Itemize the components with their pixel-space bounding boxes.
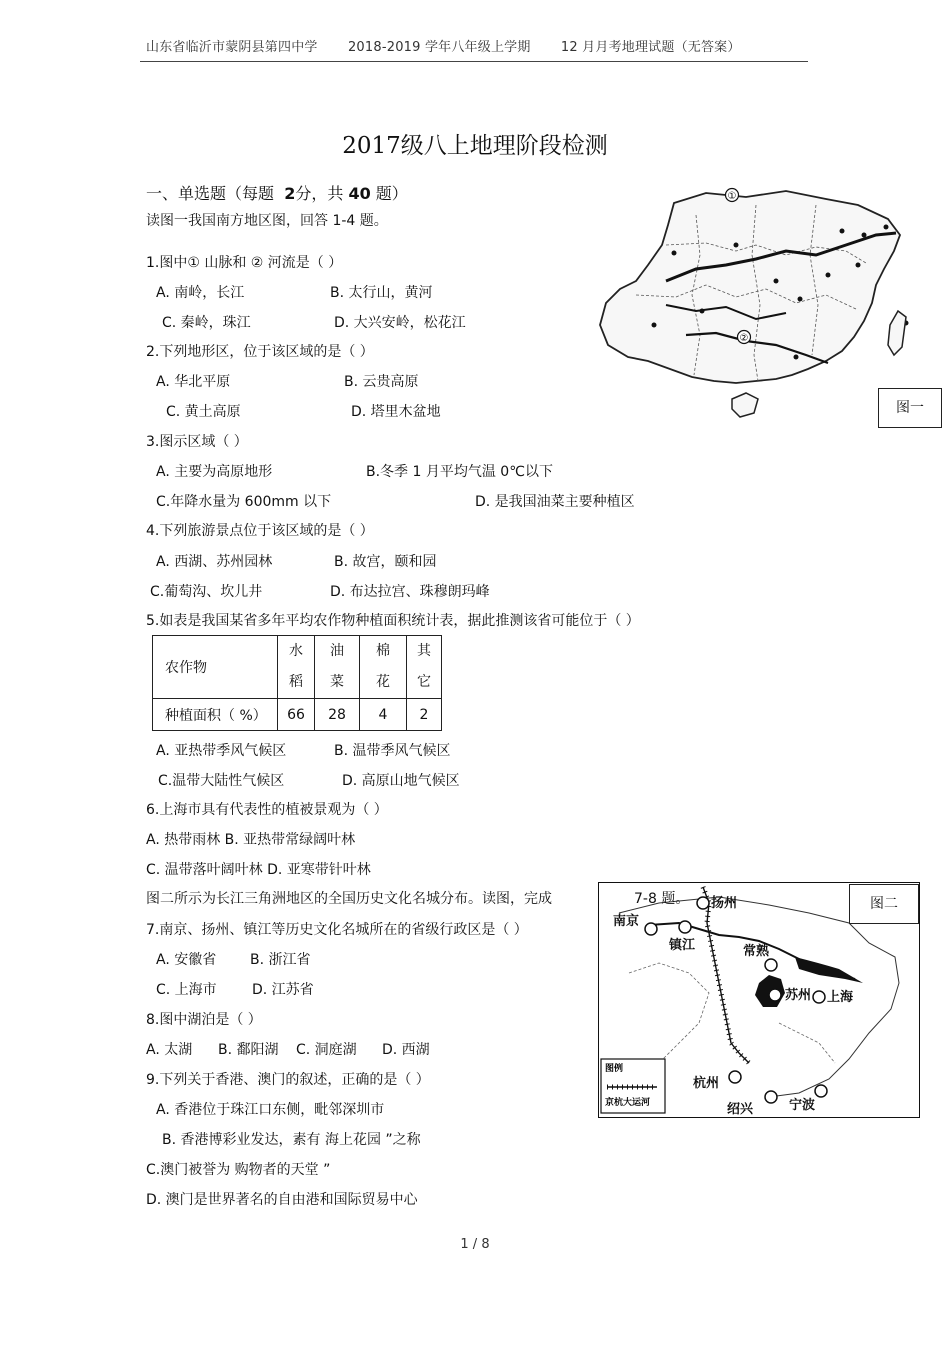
page-title: 2017级八上地理阶段检测 — [342, 133, 608, 159]
table-row1-label: 农作物 — [153, 636, 278, 699]
crop-area-table — [152, 635, 442, 731]
page-number: 1 / 8 — [460, 1237, 490, 1252]
q6-options-ab[interactable]: A. 热带雨林 B. 亚热带常绿阔叶林 — [146, 832, 356, 848]
intro-fig2-tail: 7-8 题。 — [634, 891, 690, 907]
question-9-stem: 9.下列关于香港、澳门的叙述，正确的是（ ） — [146, 1072, 430, 1088]
q3-option-b[interactable]: B.冬季 1 月平均气温 0℃以下 — [366, 464, 553, 480]
section-heading — [146, 181, 408, 204]
q5-option-c[interactable]: C.温带大陆性气候区 — [158, 773, 285, 789]
question-6-stem: 6.上海市具有代表性的植被景观为（ ） — [146, 802, 388, 818]
q9-option-b[interactable]: B. 香港博彩业发达，素有 海上花园 ”之称 — [162, 1132, 421, 1148]
table-value: 66 — [278, 699, 315, 731]
q1-option-a[interactable]: A. 南岭，长江 — [156, 285, 245, 301]
q7-option-c[interactable]: C. 上海市 — [156, 982, 217, 998]
q6-options-cd[interactable]: C. 温带落叶阔叶林 D. 亚寒带针叶林 — [146, 862, 371, 878]
table-crop-cotton: 棉 花 — [360, 636, 407, 699]
header-school: 山东省临沂市蒙阴县第四中学 — [146, 40, 318, 55]
table-crop-rice: 水 稻 — [278, 636, 315, 699]
section-prefix: 一、单选题（每题 — [146, 184, 275, 203]
q4-option-c[interactable]: C.葡萄沟、坎儿井 — [150, 584, 263, 600]
q7-option-d[interactable]: D. 江苏省 — [252, 982, 314, 998]
header-exam: 12 月月考地理试题（无答案） — [560, 40, 741, 55]
southern-china-map — [596, 185, 918, 430]
q3-option-c[interactable]: C.年降水量为 600mm 以下 — [156, 494, 332, 510]
fig2-city-ningbo: 宁波 — [789, 1098, 816, 1113]
fig1-mark-2: ② — [739, 333, 749, 344]
q8-option-d[interactable]: D. 西湖 — [382, 1042, 430, 1058]
q5-option-a[interactable]: A. 亚热带季风气候区 — [156, 743, 287, 759]
q2-option-b[interactable]: B. 云贵高原 — [344, 374, 419, 390]
q9-option-a[interactable]: A. 香港位于珠江口东侧，毗邻深圳市 — [156, 1102, 385, 1118]
q8-option-a[interactable]: A. 太湖 — [146, 1042, 193, 1058]
table-value: 28 — [315, 699, 360, 731]
q2-option-c[interactable]: C. 黄土高原 — [166, 404, 241, 420]
figure-2-label: 图二 — [849, 884, 919, 924]
table-value: 2 — [407, 699, 442, 731]
q4-option-b[interactable]: B. 故宫，颐和园 — [334, 554, 437, 570]
fig2-city-suzhou: 苏州 — [785, 988, 812, 1003]
q4-option-d[interactable]: D. 布达拉宫、珠穆朗玛峰 — [330, 584, 490, 600]
fig2-city-shanghai: 上海 — [827, 990, 854, 1005]
question-2-stem: 2.下列地形区，位于该区域的是（ ） — [146, 344, 374, 360]
header-rule — [140, 61, 808, 62]
fig2-legend-title: 图例 — [605, 1064, 624, 1074]
table-value: 4 — [360, 699, 407, 731]
question-8-stem: 8.图中湖泊是（ ） — [146, 1012, 262, 1028]
q3-option-a[interactable]: A. 主要为高原地形 — [156, 464, 273, 480]
q1-option-d[interactable]: D. 大兴安岭，松花江 — [334, 315, 466, 331]
q7-option-a[interactable]: A. 安徽省 — [156, 952, 217, 968]
intro-fig1: 读图一我国南方地区图，回答 1-4 题。 — [146, 213, 388, 229]
table-row2-label: 种植面积（ %） — [153, 699, 278, 731]
q2-option-d[interactable]: D. 塔里木盆地 — [351, 404, 441, 420]
figure-1-label: 图一 — [878, 388, 942, 428]
q8-option-c[interactable]: C. 洞庭湖 — [296, 1042, 357, 1058]
fig2-city-hangzhou: 杭州 — [693, 1076, 720, 1091]
q9-option-d[interactable]: D. 澳门是世界著名的自由港和国际贸易中心 — [146, 1192, 418, 1208]
question-7-stem: 7.南京、扬州、镇江等历史文化名城所在的省级行政区是（ ） — [146, 922, 528, 938]
q1-option-b[interactable]: B. 太行山，黄河 — [330, 285, 433, 301]
section-suffix: 题） — [375, 184, 408, 203]
fig2-city-zhenjiang: 镇江 — [669, 938, 696, 953]
q2-option-a[interactable]: A. 华北平原 — [156, 374, 231, 390]
fig2-city-nanjing: 南京 — [613, 914, 640, 929]
fig2-legend-item: 京杭大运河 — [605, 1098, 651, 1108]
question-5-stem: 5.如表是我国某省多年平均农作物种植面积统计表，据此推测该省可能位于（ ） — [146, 613, 640, 629]
q3-option-d[interactable]: D. 是我国油菜主要种植区 — [475, 494, 635, 510]
table-crop-other: 其 它 — [407, 636, 442, 699]
fig2-city-shaoxing: 绍兴 — [727, 1102, 754, 1116]
fig2-city-changshu: 常熟 — [743, 944, 770, 959]
fig2-city-yangzhou: 扬州 — [711, 896, 738, 911]
q9-option-c[interactable]: C.澳门被誉为 购物者的天堂 ” — [146, 1162, 331, 1178]
section-mid: 分，共 — [295, 184, 344, 203]
question-4-stem: 4.下列旅游景点位于该区域的是（ ） — [146, 523, 374, 539]
q1-option-c[interactable]: C. 秦岭，珠江 — [162, 315, 251, 331]
question-1-stem: 1.图中① 山脉和 ② 河流是（ ） — [146, 255, 343, 271]
page-header — [146, 36, 767, 55]
table-crop-rapeseed: 油 菜 — [315, 636, 360, 699]
q8-option-b[interactable]: B. 鄱阳湖 — [218, 1042, 279, 1058]
q4-option-a[interactable]: A. 西湖、苏州园林 — [156, 554, 273, 570]
intro-fig2: 图二所示为长江三角洲地区的全国历史文化名城分布。读图，完成 — [146, 891, 552, 907]
section-points: 2 — [284, 184, 296, 203]
q7-option-b[interactable]: B. 浙江省 — [250, 952, 311, 968]
q5-option-b[interactable]: B. 温带季风气候区 — [334, 743, 451, 759]
figure-1-map — [596, 185, 918, 430]
question-3-stem: 3.图示区域（ ） — [146, 434, 248, 450]
fig1-mark-1: ① — [727, 191, 737, 202]
header-term: 2018-2019 学年八年级上学期 — [347, 40, 531, 55]
q5-option-d[interactable]: D. 高原山地气候区 — [342, 773, 460, 789]
section-total: 40 — [348, 184, 371, 203]
